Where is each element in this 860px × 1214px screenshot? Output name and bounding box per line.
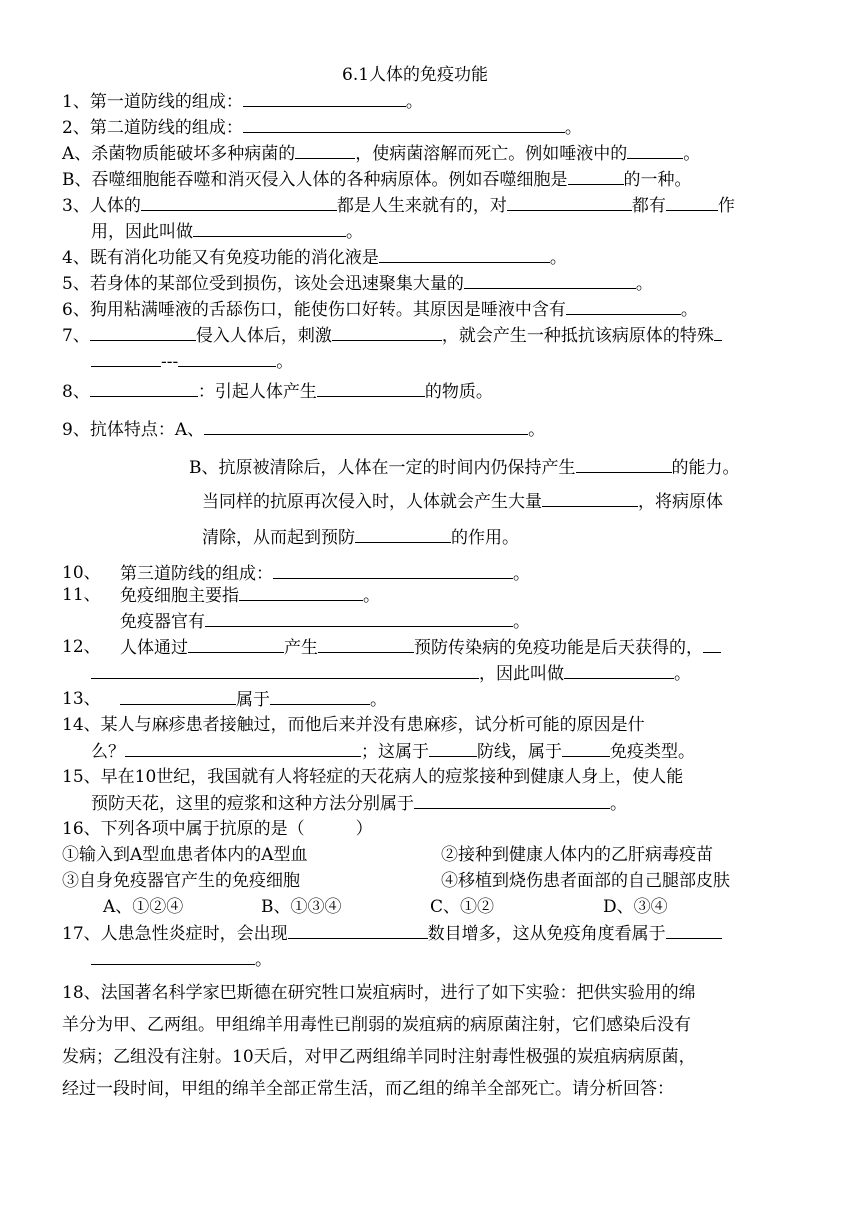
q8-text-2: ：引起人体产生	[197, 382, 317, 402]
q3-blank-1[interactable]	[141, 194, 337, 211]
qa-end: 。	[683, 144, 701, 164]
q1-end: 。	[405, 92, 423, 112]
q17-text-1: 17、人患急性炎症时，会出现	[62, 924, 288, 944]
q14-text-1: 14、某人与麻疹患者接触过，而他后来并没有患麻疹，试分析可能的原因是什	[62, 715, 645, 735]
q5-text: 5、若身体的某部位受到损伤，该处会迅速聚集大量的	[62, 274, 464, 294]
qb-blank[interactable]	[568, 168, 624, 185]
q11-blank-2[interactable]	[205, 610, 513, 627]
question-11	[62, 584, 101, 606]
question-11-body	[120, 584, 380, 607]
q4-end: 。	[549, 248, 567, 268]
q14-text-4: 防线，属于	[477, 742, 562, 762]
q18-line-4: 经过一段时间，甲组的绵羊全部正常生活，而乙组的绵羊全部死亡。请分析回答：	[62, 1079, 674, 1099]
q7-blank-2[interactable]	[332, 324, 442, 341]
q1-text: 1、第一道防线的组成：	[62, 92, 243, 112]
q3-text-3: 都有	[631, 196, 666, 216]
q2-blank[interactable]	[243, 116, 565, 133]
q1-blank[interactable]	[243, 90, 406, 107]
question-12	[62, 636, 101, 658]
q11-text-1: 免疫细胞主要指	[120, 586, 239, 606]
q15-text-1: 15、早在10世纪，我国就有人将轻症的天花病人的痘浆接种到健康人身上，使人能	[62, 767, 684, 787]
q6-blank[interactable]	[566, 298, 681, 315]
q11-blank-1[interactable]	[239, 584, 363, 601]
q9-blank-a[interactable]	[204, 418, 528, 435]
question-13-body	[120, 688, 387, 711]
q16-item-3: ③自身免疫器官产生的免疫细胞	[62, 871, 300, 891]
q4-blank[interactable]	[379, 246, 550, 263]
question-17-cont	[91, 948, 272, 971]
question-4	[62, 246, 567, 269]
q13-text: 属于	[236, 690, 270, 710]
q9-end: 。	[528, 420, 546, 440]
q16-option-b[interactable]: B、①③④	[261, 897, 342, 917]
q11-bend: 。	[513, 612, 530, 632]
q14-blank-2[interactable]	[429, 740, 477, 757]
q17-blank-3[interactable]	[91, 948, 255, 965]
q16-option-a[interactable]: A、①②④	[103, 897, 184, 917]
q16-option-c[interactable]: C、①②	[430, 897, 495, 917]
question-b	[62, 168, 692, 191]
q12-text-3: 预防传染病的免疫功能是后天获得的，	[414, 638, 703, 658]
q12-blank-2[interactable]	[318, 636, 414, 653]
question-7-cont	[91, 350, 293, 373]
q5-end: 。	[635, 274, 653, 294]
q8-text-1: 8、	[62, 382, 90, 402]
q12-blank-5[interactable]	[564, 662, 674, 679]
question-16-stem: 16、下列各项中属于抗原的是（ ）	[62, 819, 373, 839]
q7-blank-1[interactable]	[90, 324, 196, 341]
q9-b1-end: 的能力。	[671, 458, 740, 478]
question-1	[62, 90, 423, 113]
question-14-cont	[91, 740, 695, 763]
q14-text-2: 么？	[91, 742, 125, 762]
q10-blank[interactable]	[273, 562, 513, 579]
question-15	[62, 766, 683, 788]
q9-b2-end: ，将病原体	[638, 492, 723, 512]
q16-item-2: ②接种到健康人体内的乙肝病毒疫苗	[441, 845, 713, 865]
question-3	[62, 194, 735, 217]
q17-blank-1[interactable]	[288, 922, 428, 939]
qa-text-2: ，使病菌溶解而死亡。例如唾液中的	[355, 144, 628, 164]
question-10-body	[120, 562, 530, 585]
q13-blank-2[interactable]	[270, 688, 370, 705]
q8-blank-2[interactable]	[317, 380, 425, 397]
q13-blank-1[interactable]	[120, 688, 236, 705]
question-7	[62, 324, 722, 347]
q14-text-5: 免疫类型。	[610, 742, 695, 762]
q8-end: 的物质。	[424, 382, 493, 402]
q3-blank-4[interactable]	[193, 220, 346, 237]
q10-num: 10、	[62, 563, 101, 583]
q15-text-2: 预防天花，这里的痘浆和这种方法分别属于	[91, 794, 414, 814]
qb-text-1: B、吞噬细胞能吞噬和消灭侵入人体的各种病原体。例如吞噬细胞是	[62, 170, 568, 190]
q9-blank-b3[interactable]	[355, 526, 451, 543]
q7-blank-5[interactable]	[178, 350, 276, 367]
q10-end: 。	[513, 564, 530, 584]
q18-line-3: 发病；乙组没有注射。10天后，对甲乙两组绵羊同时注射毒性极强的炭疽病病原菌，	[62, 1047, 696, 1067]
qa-text-1: A、杀菌物质能破坏多种病菌的	[62, 144, 296, 164]
question-2	[62, 116, 582, 139]
q9-b1-text: B、抗原被清除后，人体在一定的时间内仍保持产生	[189, 458, 576, 478]
q13-num: 13、	[62, 689, 101, 709]
q11-text-2: 免疫器官有	[120, 612, 205, 632]
q16-option-d[interactable]: D、③④	[603, 897, 668, 917]
q7-text-3: ，就会产生一种抵抗该病原体的特殊	[441, 326, 714, 346]
q7-blank-3[interactable]	[714, 324, 722, 341]
q14-blank-3[interactable]	[562, 740, 610, 757]
q4-text: 4、既有消化功能又有免疫功能的消化液是	[62, 248, 379, 268]
q9-blank-b2[interactable]	[542, 490, 638, 507]
question-9-b3	[202, 526, 519, 549]
q14-blank-1[interactable]	[125, 740, 361, 757]
q12-text-4: ，因此叫做	[479, 664, 564, 684]
q12-num: 12、	[62, 637, 101, 657]
q3-text-5: 用，因此叫做	[91, 222, 193, 242]
question-9-b1	[189, 456, 740, 479]
q7-blank-4[interactable]	[91, 350, 161, 367]
q9-blank-b1[interactable]	[576, 456, 672, 473]
q12-blank-1[interactable]	[188, 636, 284, 653]
q5-blank[interactable]	[464, 272, 636, 289]
question-5	[62, 272, 653, 295]
q8-blank-1[interactable]	[90, 380, 198, 397]
q6-text: 6、狗用粘满唾液的舌舔伤口，能使伤口好转。其原因是唾液中含有	[62, 300, 566, 320]
q7-end: 。	[276, 352, 294, 372]
q3-blank-3[interactable]	[666, 194, 718, 211]
q3-end: 。	[346, 222, 363, 242]
q17-end: 。	[255, 950, 272, 970]
q2-text: 2、第二道防线的组成：	[62, 118, 243, 138]
q16-item-4: ④移植到烧伤患者面部的自己腿部皮肤	[441, 871, 730, 891]
q10-text: 第三道防线的组成：	[120, 564, 273, 584]
qa-blank-2[interactable]	[627, 142, 683, 159]
q11-end: 。	[363, 586, 380, 606]
page-title: 6.1人体的免疫功能	[342, 65, 489, 85]
q18-line-2: 羊分为甲、乙两组。甲组绵羊用毒性已削弱的炭疽病的病原菌注射，它们感染后没有	[62, 1015, 691, 1035]
q12-end: 。	[674, 664, 691, 684]
question-9-b2	[202, 490, 723, 513]
q12-blank-4[interactable]	[91, 662, 479, 679]
q12-blank-3[interactable]	[703, 636, 721, 653]
q17-text-2: 数目增多，这从免疫角度看属于	[427, 924, 666, 944]
q9-b3-text: 清除，从而起到预防	[202, 528, 355, 548]
question-8	[62, 380, 493, 403]
q3-text-4: 作	[717, 196, 735, 216]
question-15-cont	[91, 792, 627, 815]
q15-blank[interactable]	[414, 792, 610, 809]
q7-text-2: 侵入人体后，刺激	[195, 326, 332, 346]
question-17	[62, 922, 722, 945]
qb-text-2: 的一种。	[623, 170, 692, 190]
q3-text-2: 都是人生来就有的，对	[336, 196, 507, 216]
q7-text-1: 7、	[62, 326, 90, 346]
question-14	[62, 714, 645, 736]
qa-blank-1[interactable]	[295, 142, 355, 159]
q9-text-1: 9、抗体特点：A、	[62, 420, 205, 440]
q2-end: 。	[564, 118, 582, 138]
q16-item-1: ①输入到A型血患者体内的A型血	[62, 845, 308, 865]
question-10	[62, 562, 101, 584]
question-12-body	[120, 636, 721, 659]
question-11-cont	[120, 610, 530, 633]
question-6	[62, 298, 698, 321]
q17-blank-2[interactable]	[666, 922, 722, 939]
q9-b3-end: 的作用。	[451, 528, 519, 548]
question-a	[62, 142, 700, 165]
q12-text-2: 产生	[284, 638, 318, 658]
q12-text-1: 人体通过	[120, 638, 188, 658]
q13-end: 。	[370, 690, 387, 710]
q15-end: 。	[610, 794, 627, 814]
q6-end: 。	[680, 300, 698, 320]
question-12-cont	[91, 662, 691, 685]
question-9	[62, 418, 545, 441]
q3-blank-2[interactable]	[507, 194, 632, 211]
q18-line-1: 18、法国著名科学家巴斯德在研究牲口炭疽病时，进行了如下实验：把供实验用的绵	[62, 983, 696, 1003]
question-3-cont	[91, 220, 363, 243]
q3-text-1: 3、人体的	[62, 196, 141, 216]
question-13	[62, 688, 101, 710]
q7-separator: ---	[161, 352, 179, 372]
q14-text-3: ；这属于	[361, 742, 429, 762]
q9-b2-text: 当同样的抗原再次侵入时，人体就会产生大量	[202, 492, 542, 512]
q11-num: 11、	[62, 585, 101, 605]
